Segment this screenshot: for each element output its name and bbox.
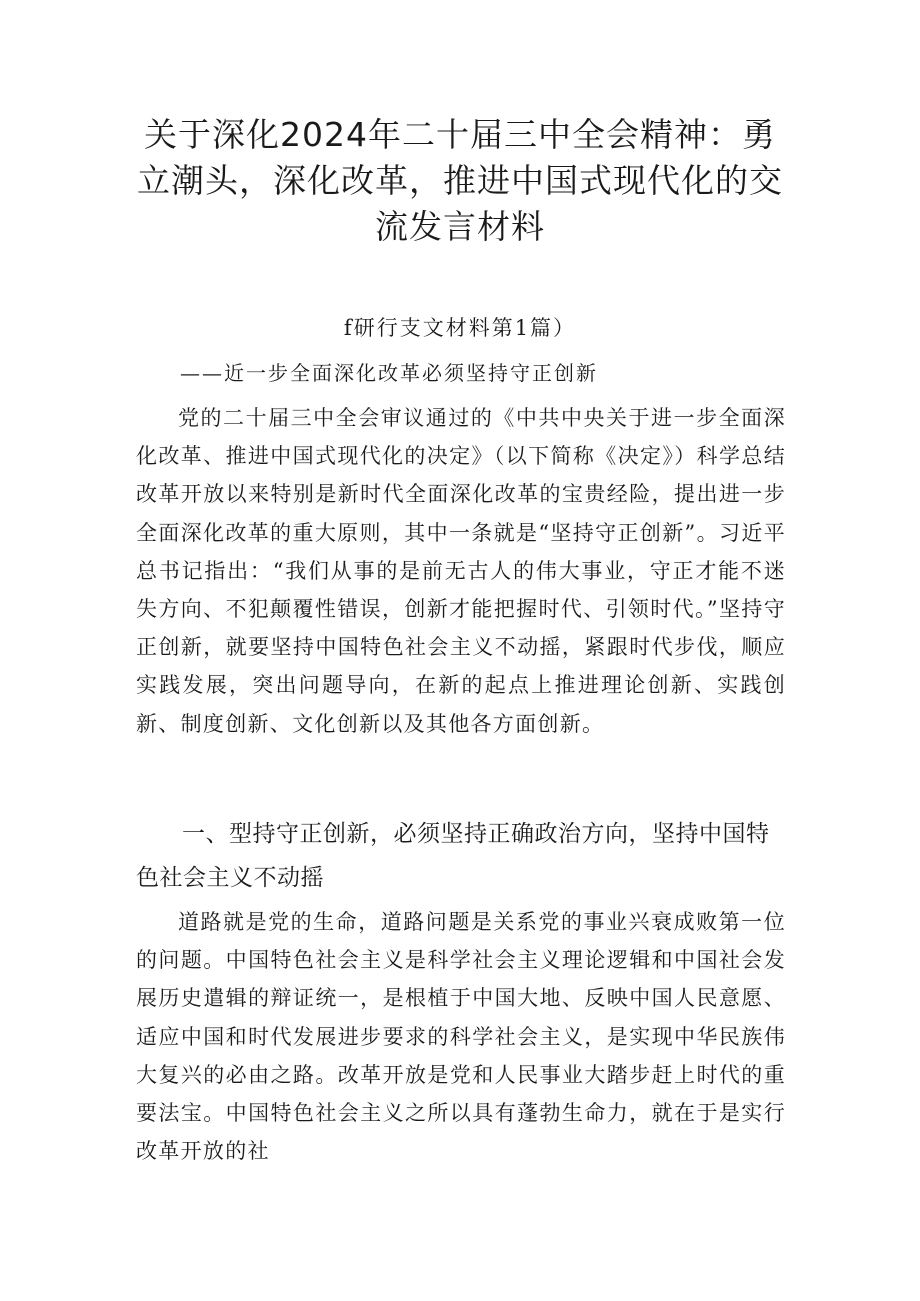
section-heading-1: 一、型持守正创新，必须坚持正确政治方向，坚持中国特色社会主义不动摇 xyxy=(136,821,770,891)
title-line-2: 立潮头，深化改革，推进中国式现代化的交 xyxy=(137,161,783,200)
series-label: f研行支文材料第1篇） xyxy=(343,316,577,340)
document-title xyxy=(130,112,790,250)
body-paragraph-2: 道路就是党的生命，道路问题是关系党的事业兴衰成败第一位的问题。中国特色社会主义是科学社会主义理论逻辑和中国社会发展历史遣辑的辩证统一，是根植于中国大地、反映中国人民意愿、适应中国和时代发展进步要求的科学社会主义，是实现中华民族伟大复兴的必由之路。改革开放是党和人民事业大踏步赶上时代的重要法宝。中国特色社会主义之所以具有蓬勃生命力，就在于是实行改革开放的社 xyxy=(136,910,786,1164)
title-line-1: 关于深化2024年二十届三中全会精神：勇 xyxy=(144,115,776,154)
title-line-3: 流发言材料 xyxy=(375,207,545,246)
document-subtitle: ——近一步全面深化改革必须坚持守正创新 xyxy=(180,361,598,385)
body-paragraph-1: 党的二十届三中全会审议通过的《中共中央关于进一步全面深化改革、推进中国式现代化的决定》（以下简称《决定》）科学总结改革开放以来特别是新时代全面深化改革的宝贵经险，提出进一步全面深化改革的重大原则，其中一条就是“坚持守正创新”。习近平总书记指出：“我们从事的是前无古人的伟大事业，守正才能不迷失方向、不犯颠覆性错误，创新才能把握时代、引领时代。”坚持守正创新，就要坚持中国特色社会主义不动摇，紧跟时代步伐，顺应实践发展，突出问题导向，在新的起点上推进理论创新、实践创新、制度创新、文化创新以及其他各方面创新。 xyxy=(136,406,786,736)
